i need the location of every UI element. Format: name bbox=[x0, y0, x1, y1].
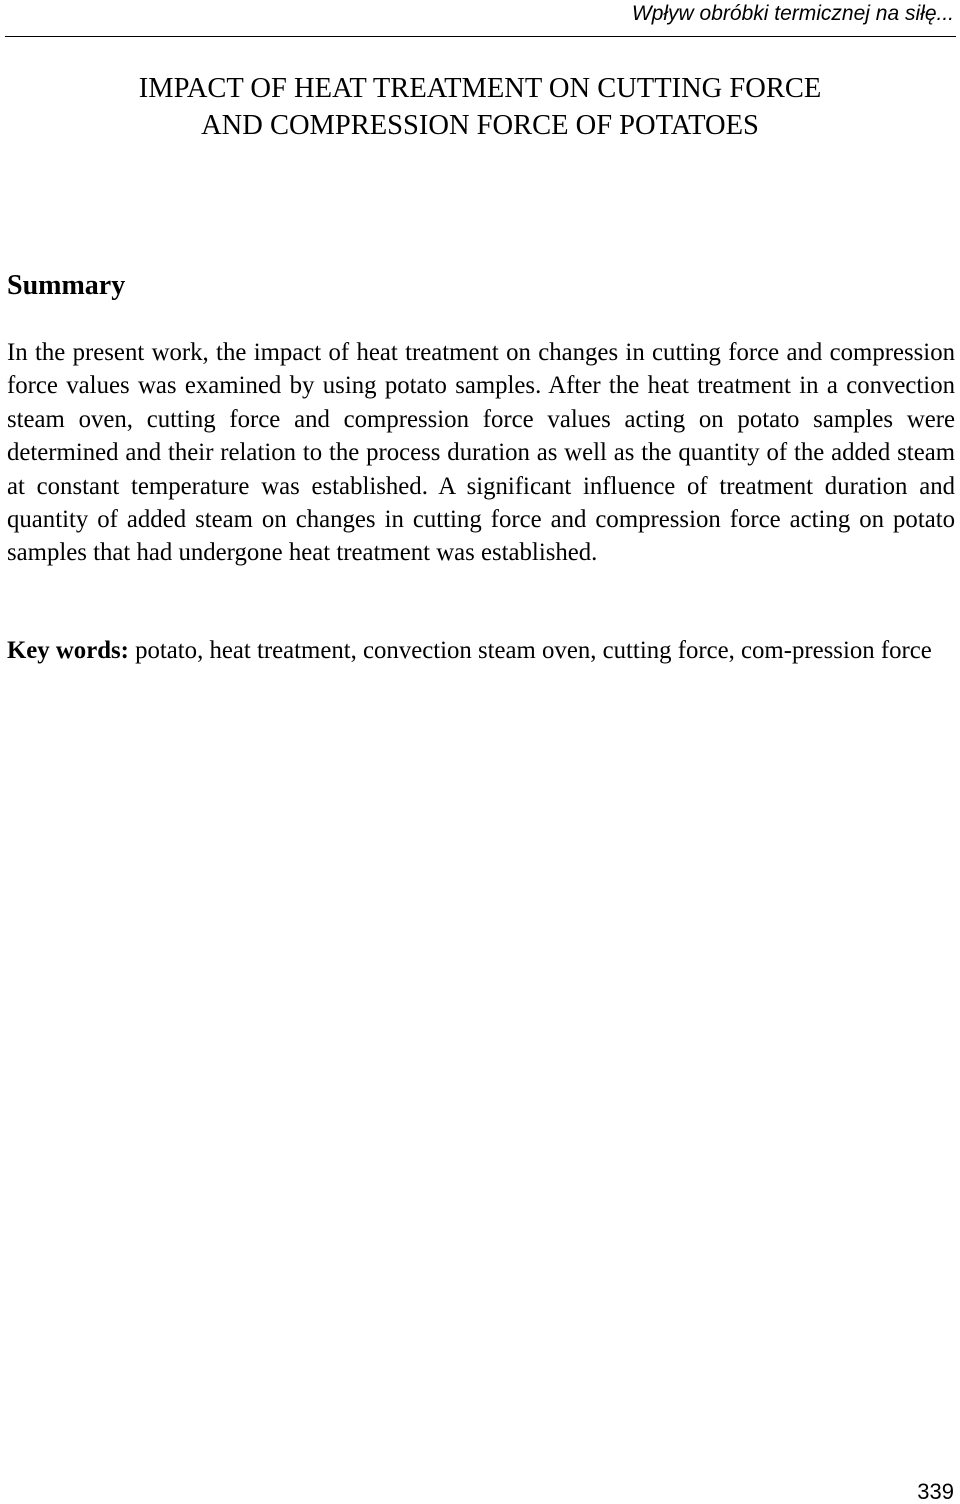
article-title-line-1: IMPACT OF HEAT TREATMENT ON CUTTING FORCE bbox=[138, 73, 822, 104]
keywords-label: Key words: bbox=[7, 637, 129, 664]
article-title-line-2: AND COMPRESSION FORCE OF POTATOES bbox=[201, 110, 759, 141]
running-head: Wpływ obróbki termicznej na siłę... bbox=[631, 2, 954, 25]
keywords-list: potato, heat treatment, convection steam oven, cutting force, com-pression force bbox=[128, 637, 932, 664]
keywords-paragraph bbox=[7, 634, 955, 667]
summary-heading: Summary bbox=[7, 270, 126, 301]
summary-paragraph: In the present work, the impact of heat treatment on changes in cutting force and compression force values was examined by using potato samples. After the heat treatment in a convection steam oven, cutting force and compression force values acting on potato samples were determined and their relation to the process duration as well as the quantity of the added steam at constant temperature was established. A significant influence of treatment duration and quantity of added steam on changes in cutting force and compression force acting on potato samples that had undergone heat treatment was established. bbox=[7, 339, 955, 567]
page-number: 339 bbox=[917, 1479, 954, 1504]
header-rule bbox=[5, 36, 956, 37]
article-title bbox=[0, 70, 960, 144]
